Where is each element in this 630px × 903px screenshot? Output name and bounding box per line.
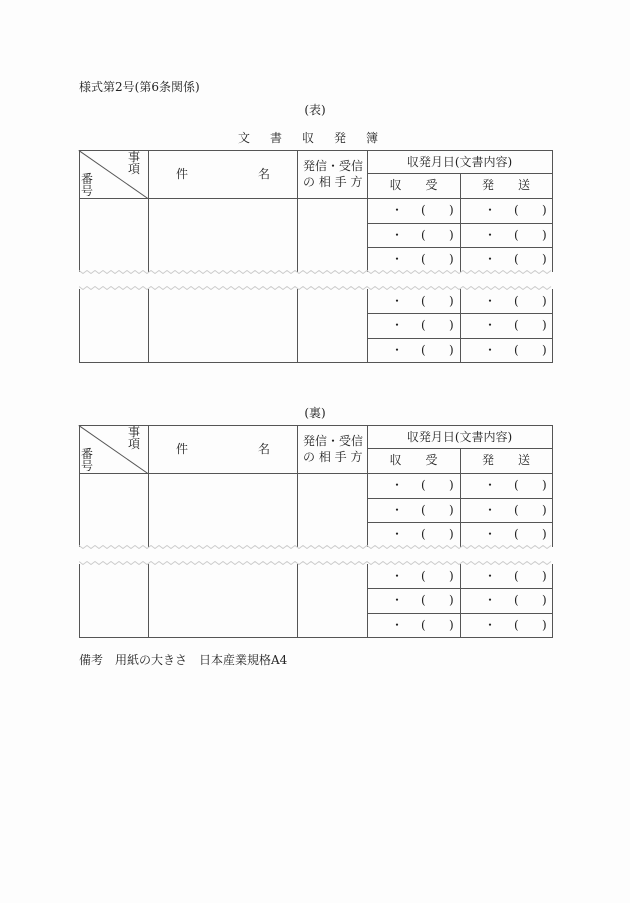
rule xyxy=(367,564,368,638)
date-dot: ・ xyxy=(391,502,404,517)
rule xyxy=(148,150,149,272)
date-paren-open: ( xyxy=(421,318,426,332)
break-wave xyxy=(79,270,553,274)
date-paren-close: ) xyxy=(542,527,547,541)
title-char: 収 xyxy=(302,131,315,145)
date-dot: ・ xyxy=(484,617,497,632)
rule xyxy=(79,289,80,363)
row-rule xyxy=(367,613,552,614)
date-dot: ・ xyxy=(391,617,404,632)
date-dot: ・ xyxy=(484,478,497,492)
rule xyxy=(79,150,80,272)
row-rule xyxy=(367,498,552,499)
date-paren-open: ( xyxy=(421,293,426,308)
date-paren-close: ) xyxy=(542,227,547,242)
date-paren-open: ( xyxy=(514,227,519,242)
rule xyxy=(297,564,298,638)
date-paren-close: ) xyxy=(449,342,454,357)
date-paren-open: ( xyxy=(514,252,519,266)
date-paren-close: ) xyxy=(542,617,547,632)
date-paren-open: ( xyxy=(421,252,426,266)
date-paren-open: ( xyxy=(514,568,519,583)
date-paren-close: ) xyxy=(449,617,454,632)
date-paren-close: ) xyxy=(542,318,547,332)
date-dot: ・ xyxy=(484,227,497,242)
date-paren-close: ) xyxy=(542,342,547,357)
corner-label-item: 事項 xyxy=(128,425,141,451)
rule xyxy=(79,425,80,547)
sent-label: 発 送 xyxy=(481,178,530,192)
row-rule xyxy=(367,223,552,224)
title-char: 簿 xyxy=(366,131,379,145)
table-bottom-border xyxy=(79,637,553,638)
date-dot: ・ xyxy=(391,527,404,541)
rule xyxy=(148,425,149,547)
date-dot: ・ xyxy=(484,593,497,607)
row-rule xyxy=(367,588,552,589)
date-dot: ・ xyxy=(391,478,404,492)
back-side-label: (裏) xyxy=(304,406,326,420)
header-bottom-rule xyxy=(79,473,553,474)
corner-label-number: 番号 xyxy=(81,172,94,198)
date-paren-close: ) xyxy=(449,252,454,266)
date-dot: ・ xyxy=(391,293,404,308)
date-group-label: 収発月日(文書内容) xyxy=(406,430,513,444)
corner-label-number: 番号 xyxy=(81,447,94,473)
date-paren-open: ( xyxy=(421,502,426,517)
break-wave xyxy=(79,286,553,290)
title-char: 発 xyxy=(334,131,347,145)
table-top-border xyxy=(79,425,553,426)
date-paren-open: ( xyxy=(421,203,426,217)
date-dot: ・ xyxy=(484,203,497,217)
rule xyxy=(460,564,461,638)
row-rule xyxy=(367,247,552,248)
date-dot: ・ xyxy=(391,203,404,217)
rule xyxy=(297,289,298,363)
date-paren-close: ) xyxy=(542,293,547,308)
party-label-line2: の 相 手 方 xyxy=(303,175,363,189)
date-dot: ・ xyxy=(484,318,497,332)
row-rule xyxy=(367,313,552,314)
row-rule xyxy=(367,522,552,523)
document-title xyxy=(238,129,398,146)
received-label: 収 受 xyxy=(389,178,438,192)
date-paren-close: ) xyxy=(449,478,454,492)
rule xyxy=(297,425,298,547)
date-paren-open: ( xyxy=(421,227,426,242)
form-label: 様式第2号(第6条関係) xyxy=(79,80,200,94)
date-paren-close: ) xyxy=(449,502,454,517)
subject-label-right: 名 xyxy=(258,442,271,456)
date-paren-open: ( xyxy=(421,527,426,541)
subject-label-left: 件 xyxy=(176,442,189,456)
date-dot: ・ xyxy=(391,342,404,357)
date-dot: ・ xyxy=(391,568,404,583)
party-label-line2: の 相 手 方 xyxy=(303,450,363,464)
date-dot: ・ xyxy=(484,527,497,541)
rule xyxy=(79,564,80,638)
date-dot: ・ xyxy=(484,502,497,517)
date-dot: ・ xyxy=(391,227,404,242)
date-paren-close: ) xyxy=(542,502,547,517)
date-paren-close: ) xyxy=(449,568,454,583)
party-label-line1: 発信・受信 xyxy=(303,159,364,173)
break-wave xyxy=(79,545,553,549)
subject-label-left: 件 xyxy=(176,167,189,181)
date-dot: ・ xyxy=(484,252,497,266)
date-group-label: 収発月日(文書内容) xyxy=(406,155,513,169)
subject-label-right: 名 xyxy=(258,167,271,181)
date-paren-open: ( xyxy=(514,203,519,217)
rule xyxy=(552,425,553,547)
remarks-note: 備考 用紙の大きさ 日本産業規格A4 xyxy=(79,653,288,667)
date-paren-close: ) xyxy=(449,527,454,541)
date-paren-open: ( xyxy=(421,478,426,492)
received-label: 収 受 xyxy=(389,453,438,467)
rule xyxy=(552,289,553,363)
title-char: 書 xyxy=(270,131,283,145)
party-label-line1: 発信・受信 xyxy=(303,434,364,448)
date-paren-close: ) xyxy=(449,318,454,332)
date-paren-open: ( xyxy=(514,502,519,517)
front-side-label: (表) xyxy=(304,103,326,117)
rule xyxy=(148,564,149,638)
date-paren-close: ) xyxy=(542,478,547,492)
date-paren-open: ( xyxy=(514,617,519,632)
date-dot: ・ xyxy=(391,252,404,266)
date-paren-open: ( xyxy=(514,318,519,332)
rule xyxy=(367,289,368,363)
rule xyxy=(552,564,553,638)
date-paren-open: ( xyxy=(514,527,519,541)
date-paren-open: ( xyxy=(514,293,519,308)
title-char: 文 xyxy=(238,131,251,145)
table-bottom-border xyxy=(79,362,553,363)
date-dot: ・ xyxy=(484,293,497,308)
date-paren-open: ( xyxy=(514,342,519,357)
date-dot: ・ xyxy=(391,318,404,332)
rule xyxy=(148,289,149,363)
date-paren-close: ) xyxy=(449,293,454,308)
sent-label: 発 送 xyxy=(481,453,530,467)
break-wave xyxy=(79,561,553,565)
date-paren-close: ) xyxy=(542,593,547,607)
corner-label-item: 事項 xyxy=(128,150,141,176)
date-dot: ・ xyxy=(391,593,404,607)
date-paren-close: ) xyxy=(542,568,547,583)
date-paren-open: ( xyxy=(421,593,426,607)
date-paren-open: ( xyxy=(514,593,519,607)
date-paren-close: ) xyxy=(449,203,454,217)
rule xyxy=(552,150,553,272)
date-paren-close: ) xyxy=(449,227,454,242)
date-paren-open: ( xyxy=(514,478,519,492)
table-top-border xyxy=(79,150,553,151)
date-paren-close: ) xyxy=(449,593,454,607)
header-bottom-rule xyxy=(79,198,553,199)
rule xyxy=(297,150,298,272)
date-paren-open: ( xyxy=(421,342,426,357)
rule xyxy=(460,289,461,363)
row-rule xyxy=(367,338,552,339)
date-paren-open: ( xyxy=(421,568,426,583)
date-dot: ・ xyxy=(484,342,497,357)
date-paren-open: ( xyxy=(421,617,426,632)
date-paren-close: ) xyxy=(542,203,547,217)
date-paren-close: ) xyxy=(542,252,547,266)
date-dot: ・ xyxy=(484,568,497,583)
